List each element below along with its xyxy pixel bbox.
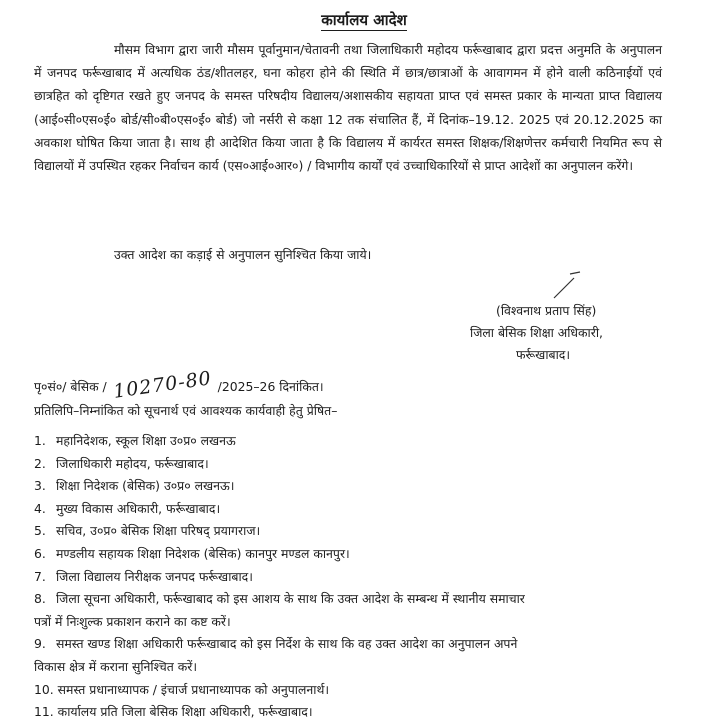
list-item: 1. महानिदेशक, स्कूल शिक्षा उ०प्र० लखनऊ bbox=[34, 433, 236, 448]
handwritten-reference-number: 10270-80 bbox=[111, 367, 213, 403]
list-item: 8. जिला सूचना अधिकारी, फर्रूखाबाद को इस आशय के साथ कि उक्त आदेश के सम्बन्ध में स्थानीय समाचार पत्रों में निःशुल्क प्रकाशन कराने का कष्ट करें। bbox=[34, 591, 525, 629]
list-item: 3. शिक्षा निदेशक (बेसिक) उ०प्र० लखनऊ। bbox=[34, 478, 235, 494]
copy-to-list bbox=[34, 430, 674, 724]
reference-line bbox=[34, 367, 324, 403]
list-item: 5. सचिव, उ०प्र० बेसिक शिक्षा परिषद् प्रयागराज। bbox=[34, 523, 261, 539]
list-item: 7. जिला विद्यालय निरीक्षक जनपद फर्रूखाबाद। bbox=[34, 568, 253, 584]
list-item: 11. कार्यालय प्रति जिला बेसिक शिक्षा अधिकारी, फर्रूखाबाद। bbox=[34, 704, 313, 720]
list-item: 10. समस्त प्रधानाध्यापक / इंचार्ज प्रधानाध्यापक को अनुपालनार्थ। bbox=[34, 681, 330, 697]
document-title bbox=[0, 10, 728, 30]
compliance-line: उक्त आदेश का कड़ाई से अनुपालन सुनिश्चित किया जाये। bbox=[114, 247, 372, 262]
document-title-text: कार्यालय आदेश bbox=[321, 11, 407, 29]
list-item: 2. जिलाधिकारी महोदय, फर्रूखाबाद। bbox=[34, 455, 209, 471]
list-item: 9. समस्त खण्ड शिक्षा अधिकारी फर्रूखाबाद को इस निर्देश के साथ कि वह उक्त आदेश का अनुपालन अपने विकास क्षेत्र में कराना सुनिश्चित करें। bbox=[34, 636, 518, 674]
list-item: 4. मुख्य विकास अधिकारी, फर्रूखाबाद। bbox=[34, 500, 221, 516]
signatory-designation: जिला बेसिक शिक्षा अधिकारी, bbox=[470, 325, 603, 340]
list-item: 6. मण्डलीय सहायक शिक्षा निदेशक (बेसिक) कानपुर मण्डल कानपुर। bbox=[34, 545, 350, 561]
reference-suffix: /2025–26 दिनांकित। bbox=[217, 379, 324, 394]
signatory-place: फर्रूखाबाद। bbox=[516, 347, 571, 362]
signature-mark bbox=[552, 270, 584, 300]
signature-block bbox=[470, 300, 603, 366]
order-body-paragraph: मौसम विभाग द्वारा जारी मौसम पूर्वानुमान/चेतावनी तथा जिलाधिकारी महोदय फर्रूखाबाद द्वारा प्रदत्त अनुमति के अनुपालन में जनपद फर्रूखाबाद में अत्यधिक ठंड/शीतलहर, घना कोहरा होने की स्थिति में छात्र/छात्राओं के आवागमन में होने वाली कठिनाईयों एवं छात्रहित को दृष्टिगत रखते हुए जनपद के समस्त परिषदीय विद्यालय/अशासकीय सहायता प्राप्त एवं समस्त प्रकार के मान्यता प्राप्त विद्यालय (आई०सी०एस०ई० बोर्ड/सी०बी०एस०ई० बोर्ड) जो नर्सरी से कक्षा 12 तक संचालित हैं, में दिनांक–19.12. 2025 एवं 20.12.2025 का अवकाश घोषित किया जाता है। साथ ही आदेशित किया जाता है कि विद्यालय में कार्यरत समस्त शिक्षक/शिक्षणेत्तर कर्मचारी नियमित रूप से विद्यालयों में उपस्थित रहकर निर्वाचन कार्य (एस०आई०आर०) / विभागीय कार्यों एवं उच्चाधिकारियों से प्राप्त आदेशों का अनुपालन करेंगे। bbox=[34, 42, 662, 174]
reference-prefix: पृ०सं०/ बेसिक / bbox=[34, 379, 107, 394]
copy-to-heading: प्रतिलिपि–निम्नांकित को सूचनार्थ एवं आवश्यक कार्यवाही हेतु प्रेषित– bbox=[34, 403, 338, 418]
signatory-name: (विश्वनाथ प्रताप सिंह) bbox=[496, 303, 597, 318]
